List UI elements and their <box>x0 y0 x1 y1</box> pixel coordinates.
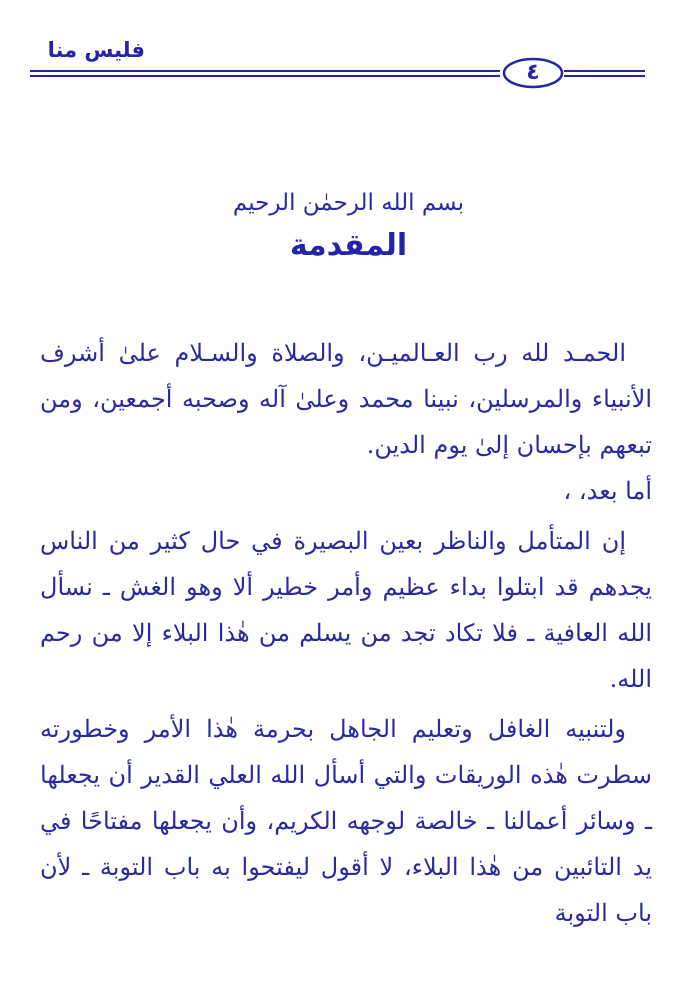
page-header <box>0 0 697 110</box>
page-number: ٤ <box>526 60 540 85</box>
section-heading: المقدمة <box>289 228 408 263</box>
paragraph-introduction: إن المتأمل والناظر بعين البصيرة في حال كثير من الناس يجدهم قد ابتلوا بداء عظيم وأمر خطير ألا وهو الغش ـ نسأل الله العافية ـ فلا تكاد تجد من يسلم من هٰذا البلاء إلا من رحم الله. <box>40 527 652 693</box>
body-text <box>40 330 652 936</box>
paragraph-purpose: ولتنبيه الغافل وتعليم الجاهل بحرمة هٰذا الأمر وخطورته سطرت هٰذه الوريقات والتي أسأل الله العلي القدير أن يجعلها ـ وسائر أعمالنا ـ خالصة لوجهه الكريم، وأن يجعلها مفتاحًا في يد التائبين من هٰذا البلاء، لا أقول ليفتحوا به باب التوبة ـ لأن باب التوبة <box>40 715 652 927</box>
paragraph-amma-baad: أما بعد، ، <box>563 477 652 505</box>
basmala: بسم الله الرحمٰن الرحيم <box>232 190 465 216</box>
book-title: فليس منا <box>47 38 145 62</box>
paragraph-praise: الحمـد لله رب العـالميـن، والصلاة والسـلام علىٰ أشرف الأنبياء والمرسلين، نبينا محمد وعلىٰ آله وصحبه أجمعين، ومن تبعهم بإحسان إلىٰ يوم الدين. <box>40 339 652 459</box>
